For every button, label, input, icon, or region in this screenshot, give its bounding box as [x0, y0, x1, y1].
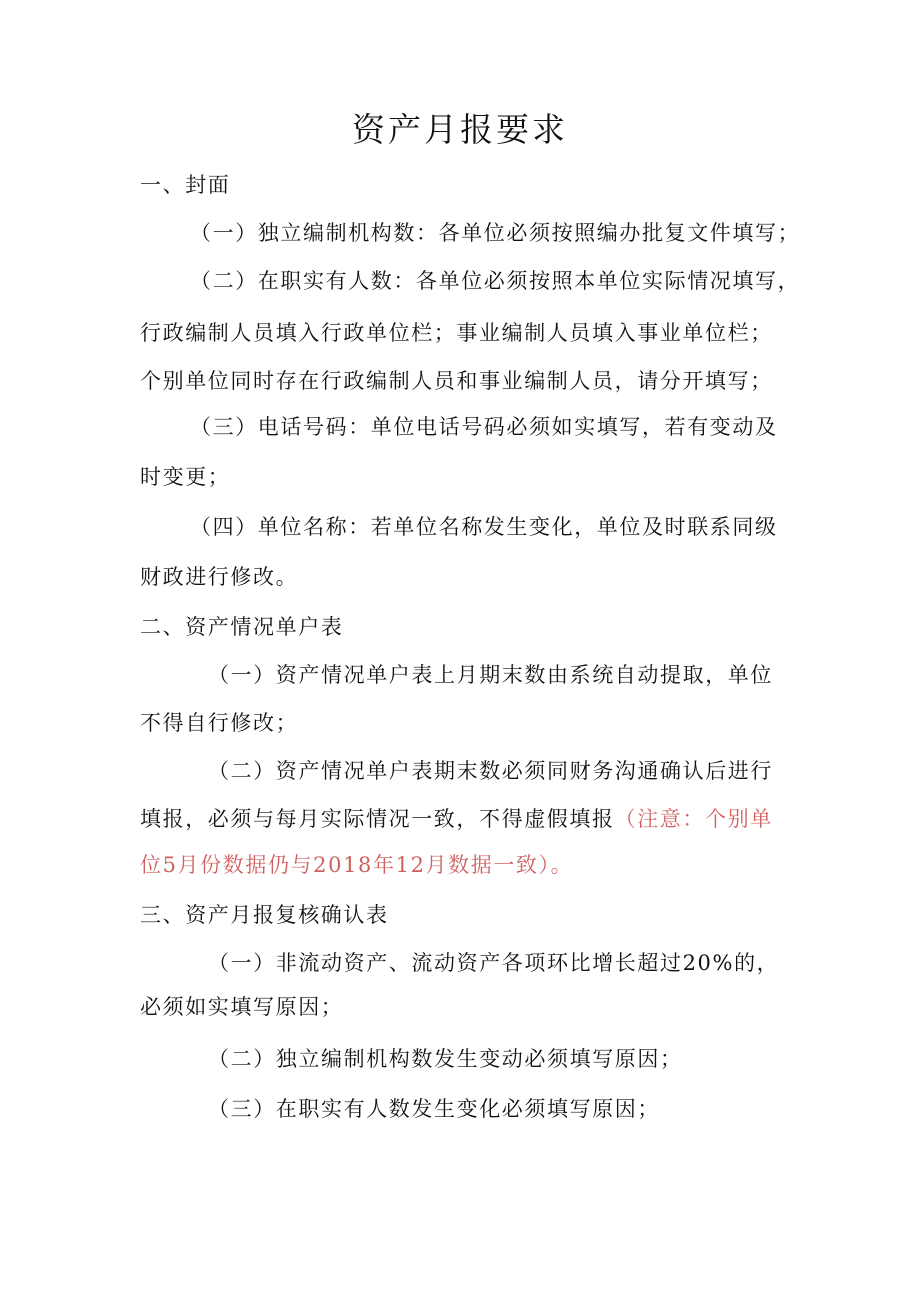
asset-item-2-line-2 — [140, 804, 773, 834]
section-heading-cover: 一、封面 — [140, 173, 231, 197]
cover-item-4-line-1: （四）单位名称：若单位名称发生变化，单位及时联系同级 — [190, 515, 778, 539]
cover-item-2-line-3: 个别单位同时存在行政编制人员和事业编制人员，请分开填写； — [140, 369, 773, 393]
cover-item-2-line-1: （二）在职实有人数：各单位必须按照本单位实际情况填写， — [190, 269, 801, 293]
cover-item-1-line-1: （一）独立编制机构数：各单位必须按照编办批复文件填写； — [190, 221, 801, 245]
asset-item-2-note-part-2: 位5月份数据仍与2018年12月数据一致）。 — [140, 853, 574, 877]
review-item-1-line-2: 必须如实填写原因； — [140, 995, 344, 1019]
asset-item-2-line-2-text: 填报，必须与每月实际情况一致，不得虚假填报 — [140, 807, 615, 831]
review-item-2-line-1: （二）独立编制机构数发生变动必须填写原因； — [208, 1047, 683, 1071]
asset-item-2-line-1: （二）资产情况单户表期末数必须同财务沟通确认后进行 — [208, 759, 773, 783]
asset-item-2-note-part-1: （注意：个别单 — [614, 807, 773, 831]
cover-item-3-line-2: 时变更； — [140, 465, 231, 489]
section-heading-review-form: 三、资产月报复核确认表 — [140, 903, 389, 927]
section-heading-asset-table: 二、资产情况单户表 — [140, 615, 344, 639]
review-item-1-line-1: （一）非流动资产、流动资产各项环比增长超过20%的， — [208, 951, 780, 975]
review-item-3-line-1: （三）在职实有人数发生变化必须填写原因； — [208, 1097, 660, 1121]
cover-item-3-line-1: （三）电话号码：单位电话号码必须如实填写，若有变动及 — [190, 415, 778, 439]
asset-item-1-line-2: 不得自行修改； — [140, 711, 299, 735]
page-title: 资产月报要求 — [352, 110, 568, 149]
cover-item-4-line-2: 财政进行修改。 — [140, 565, 299, 589]
asset-item-1-line-1: （一）资产情况单户表上月期末数由系统自动提取，单位 — [208, 663, 773, 687]
cover-item-2-line-2: 行政编制人员填入行政单位栏；事业编制人员填入事业单位栏； — [140, 321, 773, 345]
